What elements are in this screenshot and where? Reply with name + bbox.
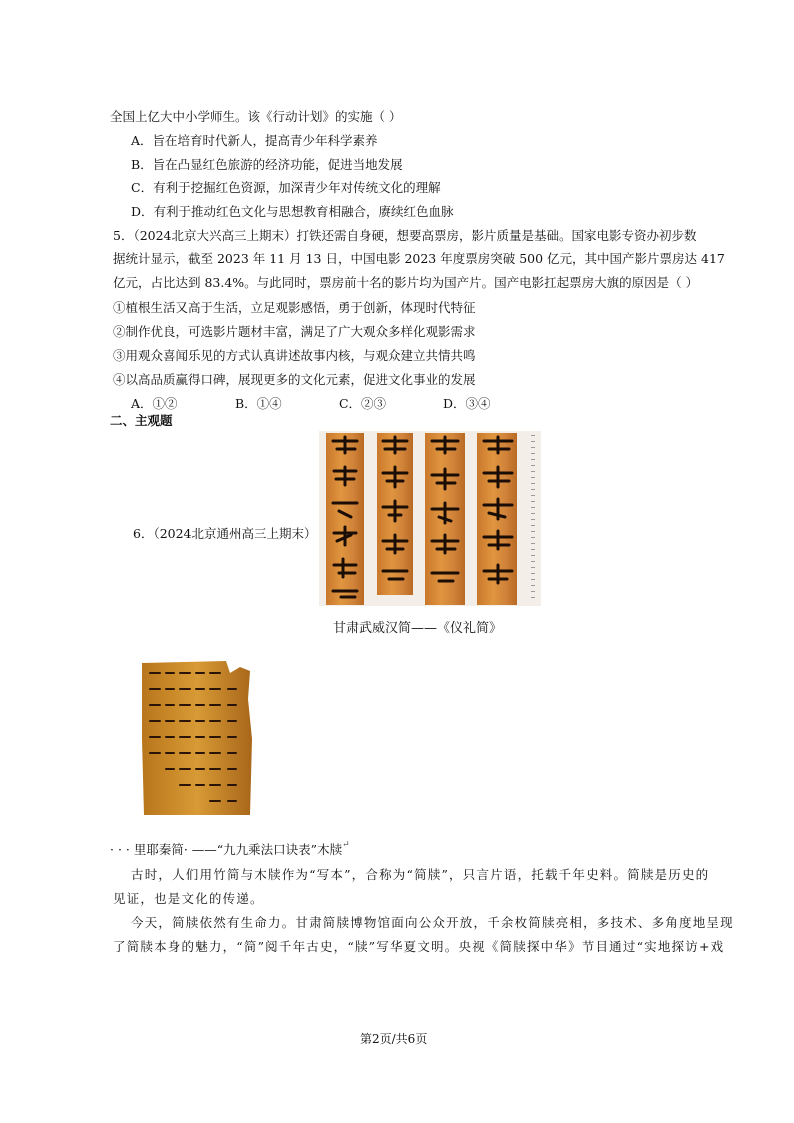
image2-caption [110, 840, 350, 858]
q4-option-b: B．旨在凸显红色旅游的经济功能，促进当地发展 [131, 157, 403, 172]
q6-label: 6．（2024北京通州高三上期末） [133, 526, 317, 541]
q5-stem-line-1: 5．（2024北京大兴高三上期末）打铁还需自身硬，想要高票房，影片质量是基础。国家电影专资办初步数 [113, 228, 697, 243]
q5-choice-b: B．①④ [234, 396, 282, 411]
liye-qin-tablet-image [140, 659, 255, 817]
q4-stem-tail: 全国上亿大中小学师生。该《行动计划》的实施（ ） [110, 109, 402, 124]
q5-stem-line-2: 据统计显示，截至 2023 年 11 月 13 日，中国电影 2023 年度票房突破 500 亿元，其中国产影片票房达 417 [113, 251, 725, 266]
q5-choice-d: D．③④ [442, 396, 491, 411]
q5-stem-line-3: 亿元，占比达到 83.4%。与此同时，票房前十名的影片均为国产片。国产电影扛起票房大旗的原因是（ ） [113, 275, 699, 290]
slip-ink-strokes [319, 431, 541, 606]
q5-item-3: ③用观众喜闻乐见的方式认真讲述故事内核，与观众建立共情共鸣 [113, 348, 476, 363]
q5-choice-a: A．①② [131, 396, 178, 411]
q4-option-c: C．有利于挖掘红色资源，加深青少年对传统文化的理解 [131, 180, 441, 195]
wuwei-han-slips-image [319, 431, 541, 606]
image1-caption: 甘肃武威汉简——《仪礼简》 [333, 621, 503, 636]
q6-para2-line-2: 了简牍本身的魅力，“简”阅千年古史，“牍”写华夏文明。央视《简牍探中华》节目通过“实地探访+戏 [113, 939, 725, 954]
q6-para1-line-2: 见证，也是文化的传递。 [113, 891, 264, 906]
q5-item-4: ④以高品质赢得口碑，展现更多的文化元素，促进文化事业的发展 [113, 372, 476, 387]
q6-para2-line-1: 今天，简牍依然有生命力。甘肃简牍博物馆面向公众开放，千余枚简牍亮相，多技术、多角度地呈现 [131, 915, 734, 930]
measuring-ruler [531, 435, 535, 603]
q4-option-a: A．旨在培育时代新人，提高青少年科学素养 [131, 133, 378, 148]
section-title: 二、主观题 [110, 413, 173, 428]
q5-item-2: ②制作优良，可选影片题材丰富，满足了广大观众多样化观影需求 [113, 324, 476, 339]
return-mark-icon: ↵ [342, 840, 350, 850]
q5-choice-c: C．②③ [338, 396, 387, 411]
q4-option-d: D．有利于推动红色文化与思想教育相融合，赓续红色血脉 [131, 204, 454, 219]
q5-item-1: ①植根生活又高于生活，立足观影感悟，勇于创新，体现时代特征 [113, 300, 476, 315]
wooden-tablet [140, 659, 255, 817]
q5-choices [131, 396, 490, 412]
q6-para1-line-1: 古时，人们用竹简与木牍作为“写本”，合称为“简牍”，只言片语，托载千年史料。简牍是历史的 [131, 867, 710, 882]
page-footer: 第2页/共6页 [360, 1032, 428, 1046]
image2-caption-text: · · · 里耶秦简· ——“九九乘法口诀表”木牍 [110, 842, 343, 857]
